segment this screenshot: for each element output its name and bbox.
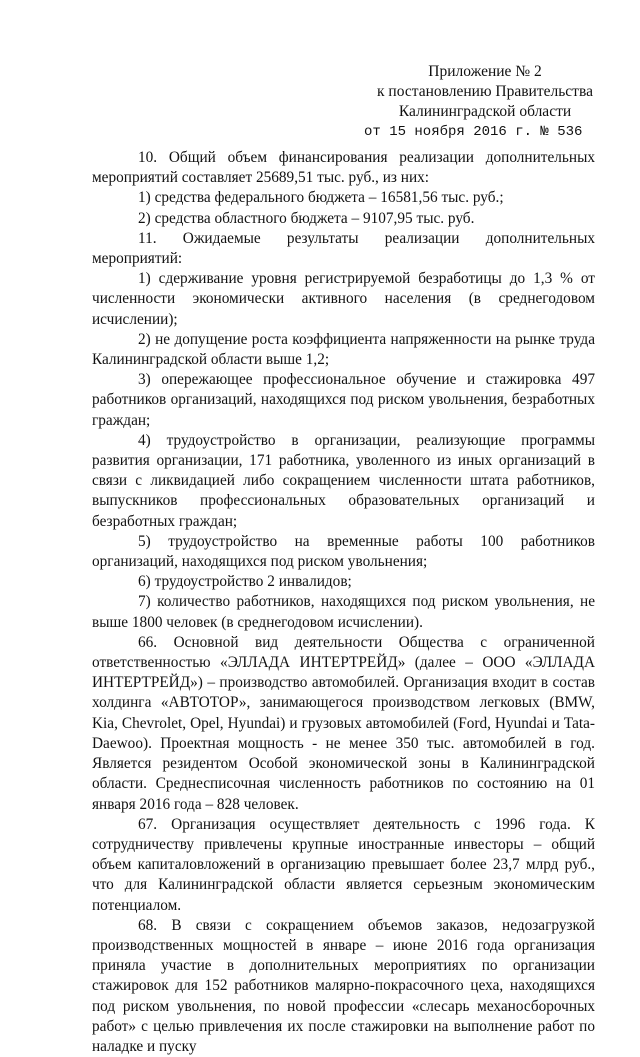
paragraph-66-company: 66. Основной вид деятельности Общества с ограниченной ответственностью «ЭЛЛАДА ИНТЕРТРЕЙД» (далее – ООО «ЭЛЛАДА ИНТЕРТРЕЙД») – производство автомобилей. Организация входит в состав холдинга «АВТОТОР», занимающегося производством легковых (BMW, Kia, Chevrolet, Opel, Hyundai) и грузовых автомобилей (Ford, Hyundai и Tata-Daewoo). Проектная мощность - не менее 350 тыс. автомобилей в год. Является резидентом Особой экономической зоны в Калининградской области. Среднесписочная численность работников по состоянию на 01 января 2016 года – 828 человек. [92, 633, 595, 813]
result-item-3: 3) опережающее профессиональное обучение и стажировка 497 работников организаций, находящихся под риском увольнения, безработных граждан; [92, 371, 595, 429]
paragraph-regional-budget: 2) средства областного бюджета – 9107,95 тыс. руб. [138, 209, 475, 227]
paragraph-10-financing: 10. Общий объем финансирования реализации дополнительных мероприятий составляет 25689,51 тыс. руб., из них: [92, 149, 595, 187]
result-item-2: 2) не допущение роста коэффициента напряженности на рынке труда Калининградской области выше 1,2; [92, 330, 595, 369]
appendix-number: Приложение № 2 [428, 63, 542, 80]
appendix-header [360, 62, 610, 142]
paragraph-11-expected-results: 11. Ожидаемые результаты реализации дополнительных мероприятий: [92, 229, 595, 268]
result-item-1: 1) сдерживание уровня регистрируемой безработицы до 1,3 % от численности экономически активного населения (в среднегодовом исчислении); [92, 270, 595, 328]
paragraph-67-investment: 67. Организация осуществляет деятельность с 1996 года. К сотрудничеству привлечены крупные иностранные инвесторы – общий объем капиталовложений в организацию превышает более 23,7 млрд руб., что для Калининградской области является серьезным экономическим потенциалом. [92, 815, 595, 914]
result-item-7: 7) количество работников, находящихся под риском увольнения, не выше 1800 человек (в среднегодовом исчислении). [92, 593, 595, 631]
result-item-4: 4) трудоустройство в организации, реализующие программы развития организации, 171 работника, уволенного из иных организаций в связи с ликвидацией либо сокращением численности штата работников, выпускников профессиональных образовательных организаций и безработных граждан; [92, 431, 595, 530]
paragraph-68-internships: 68. В связи с сокращением объемов заказов, недозагрузкой производственных мощностей в январе – июне 2016 года организация приняла участие в дополнительных мероприятиях по организации стажировок для 152 работников малярно-покрасочного цеха, находящихся под риском увольнения, по новой профессии «слесарь механосборочных работ» с целью привлечения их после стажировки на выполнение работ по наладке и пуску [92, 916, 595, 1055]
paragraph-federal-budget: 1) средства федерального бюджета – 16581,56 тыс. руб.; [138, 189, 504, 207]
resolution-date-number: от 15 ноября 2016 г. № 536 [364, 124, 583, 140]
document-body [92, 148, 595, 1057]
result-item-5: 5) трудоустройство на временные работы 100 работников организаций, находящихся под риском увольнения; [92, 532, 595, 571]
resolution-reference: к постановлению Правительства [377, 83, 593, 100]
region-name: Калининградской области [398, 103, 572, 120]
result-item-6: 6) трудоустройство 2 инвалидов; [138, 573, 352, 591]
